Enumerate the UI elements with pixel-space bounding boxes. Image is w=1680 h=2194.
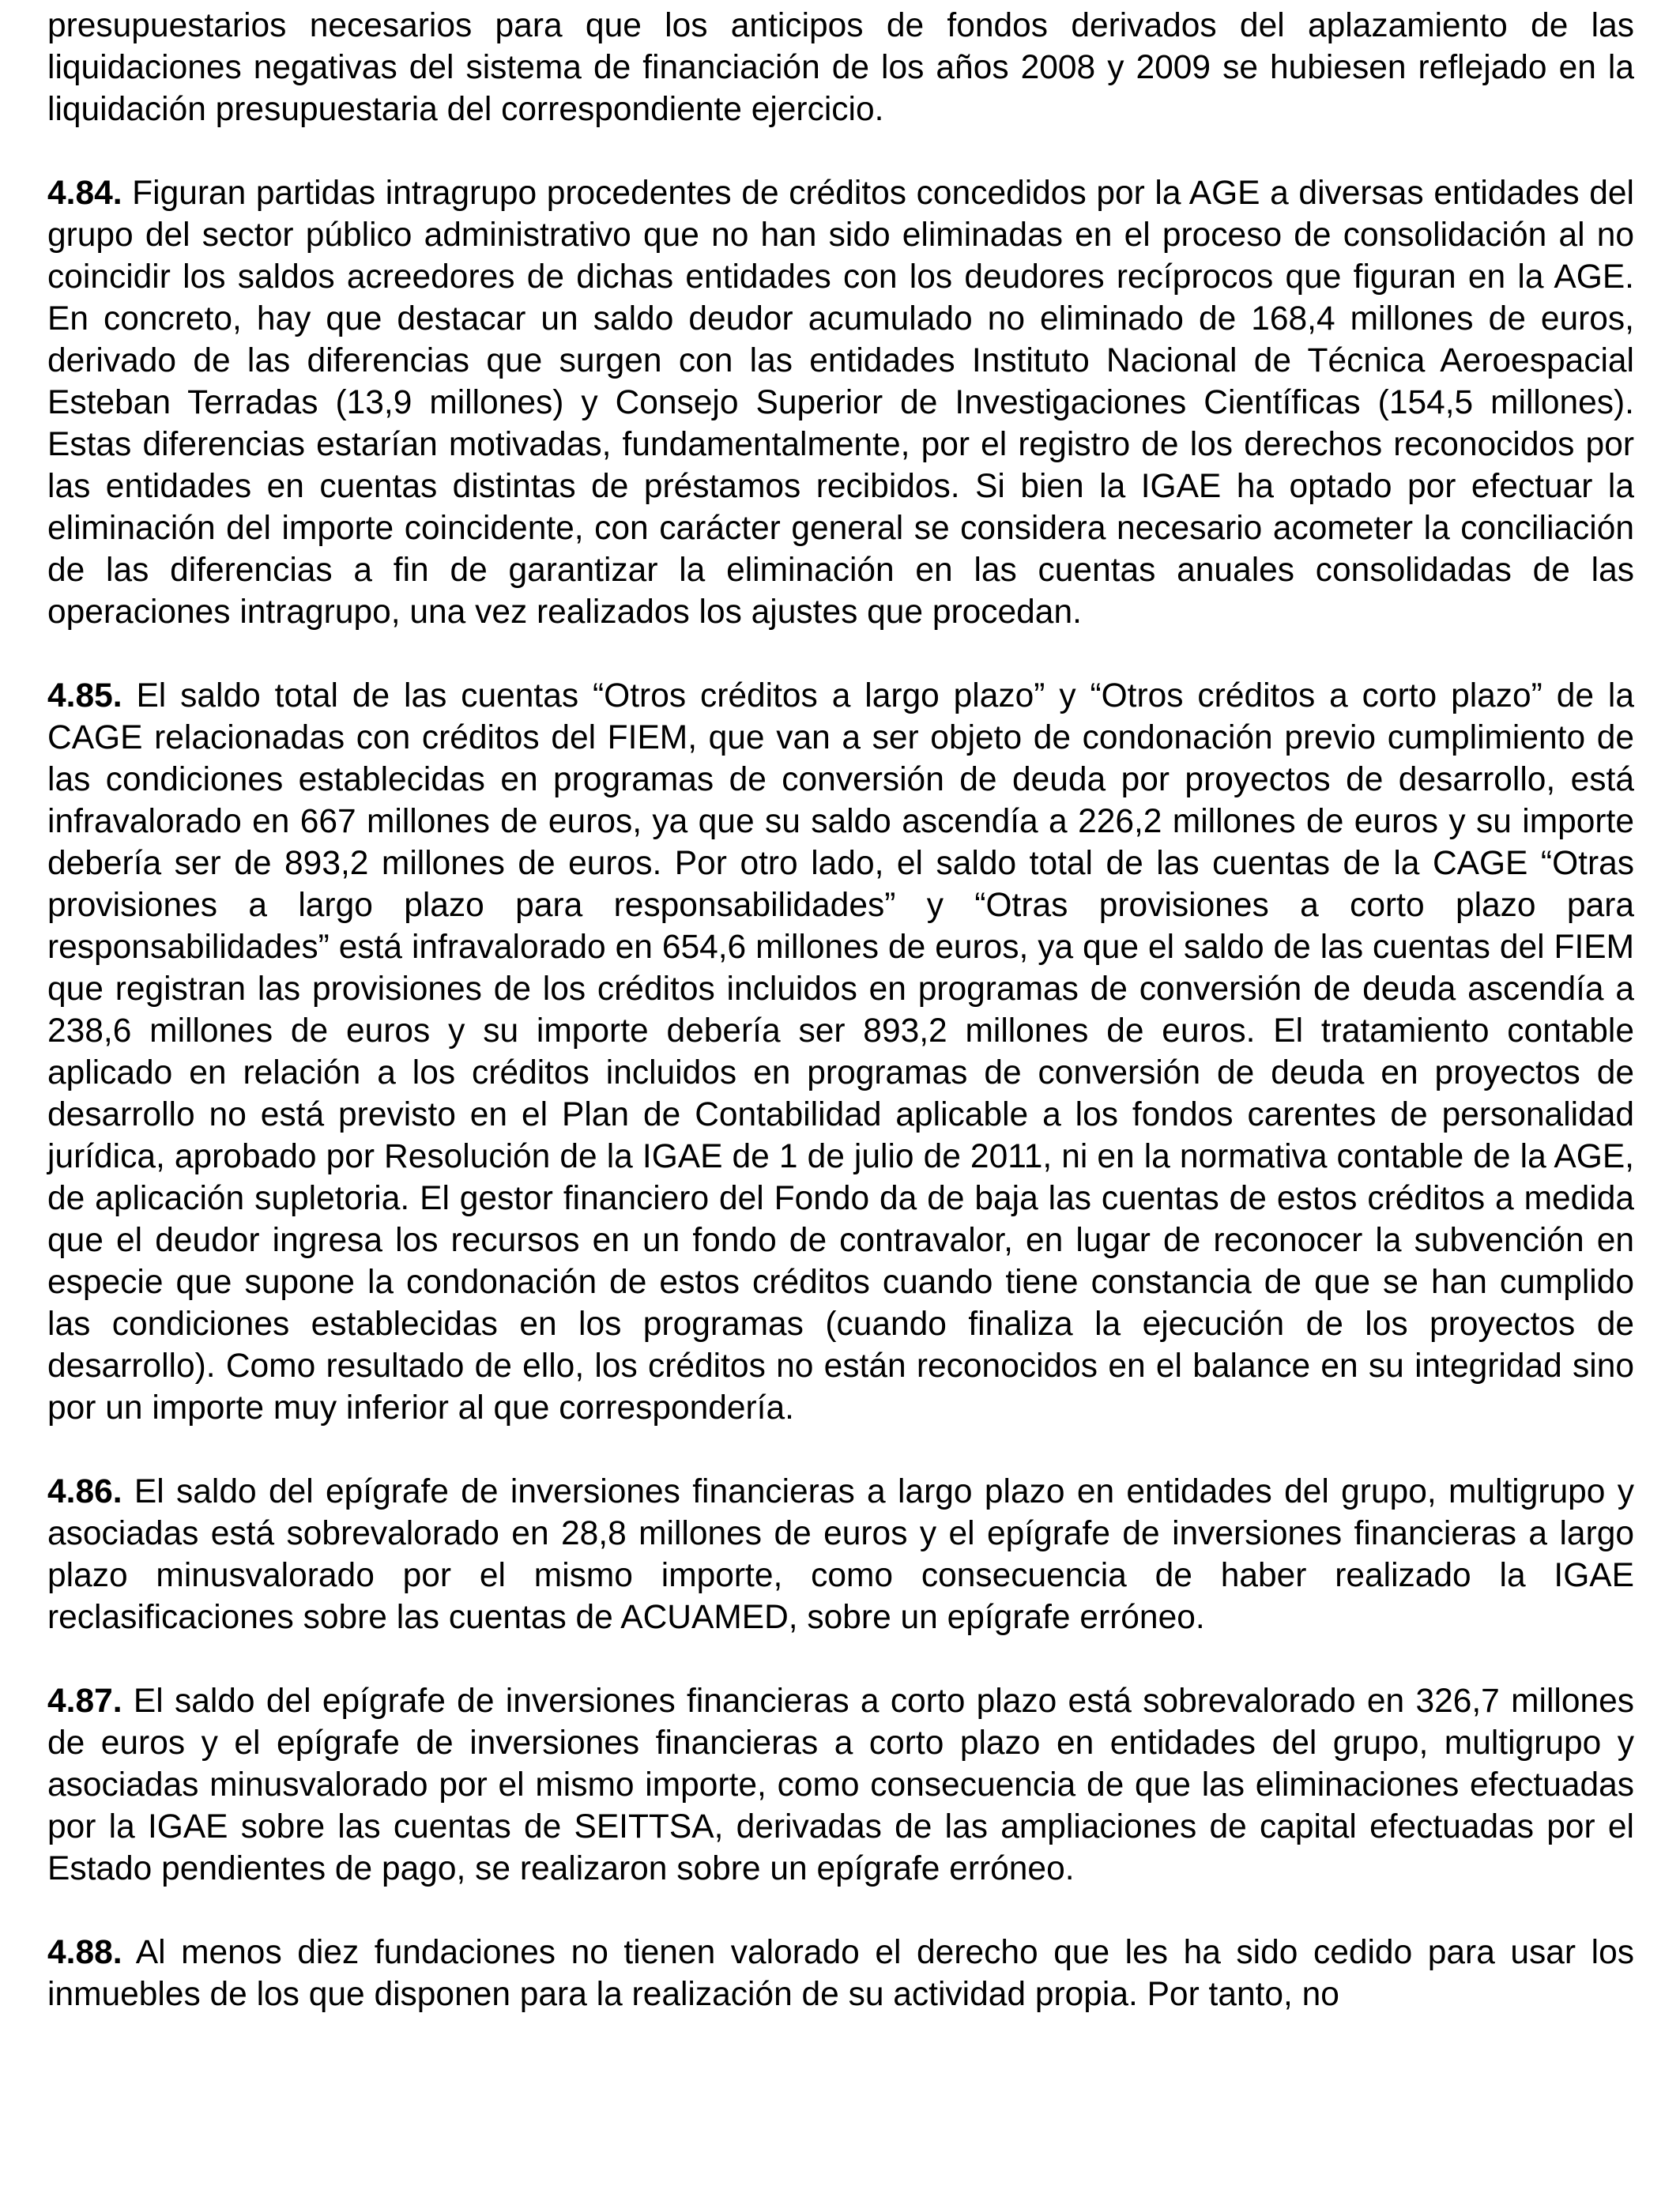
paragraph-number: 4.85. (47, 677, 122, 714)
paragraph-4-88 (47, 1932, 1634, 2015)
paragraph-4-87 (47, 1680, 1634, 1890)
paragraph-text: El saldo del epígrafe de inversiones financieras a largo plazo en entidades del grupo, multigrupo y asociadas está sobrevalorado en 28,8 millones de euros y el epígrafe de inversiones financieras a largo plazo minusvalorado por el mismo importe, como consecuencia de haber realizado la IGAE reclasificaciones sobre las cuentas de ACUAMED, sobre un epígrafe erróneo. (47, 1473, 1634, 1636)
paragraph-text: Al menos diez fundaciones no tienen valorado el derecho que les ha sido cedido para usar los inmuebles de los que disponen para la realización de su actividad propia. Por tanto, no (47, 1934, 1634, 2013)
document-page (47, 5, 1634, 2015)
paragraph-text: presupuestarios necesarios para que los anticipos de fondos derivados del aplazamiento de las liquidaciones negativas del sistema de financiación de los años 2008 y 2009 se hubiesen reflejado en la liquidación presupuestaria del correspondiente ejercicio. (47, 7, 1634, 128)
paragraph-text: Figuran partidas intragrupo procedentes de créditos concedidos por la AGE a diversas entidades del grupo del sector público administrativo que no han sido eliminadas en el proceso de consolidación al no coincidir los saldos acreedores de dichas entidades con los deudores recíprocos que figuran en la AGE. En concreto, hay que destacar un saldo deudor acumulado no eliminado de 168,4 millones de euros, derivado de las diferencias que surgen con las entidades Instituto Nacional de Técnica Aeroespacial Esteban Terradas (13,9 millones) y Consejo Superior de Investigaciones Científicas (154,5 millones). Estas diferencias estarían motivadas, fundamentalmente, por el registro de los derechos reconocidos por las entidades en cuentas distintas de préstamos recibidos. Si bien la IGAE ha optado por efectuar la eliminación del importe coincidente, con carácter general se considera necesario acometer la conciliación de las diferencias a fin de garantizar la eliminación en las cuentas anuales consolidadas de las operaciones intragrupo, una vez realizados los ajustes que procedan. (47, 175, 1634, 631)
paragraph-text: El saldo del epígrafe de inversiones financieras a corto plazo está sobrevalorado en 326,7 millones de euros y el epígrafe de inversiones financieras a corto plazo en entidades del grupo, multigrupo y asociadas minusvalorado por el mismo importe, como consecuencia de que las eliminaciones efectuadas por la IGAE sobre las cuentas de SEITTSA, derivadas de las ampliaciones de capital efectuadas por el Estado pendientes de pago, se realizaron sobre un epígrafe erróneo. (47, 1683, 1635, 1887)
paragraph-continuation (47, 5, 1634, 130)
paragraph-number: 4.86. (47, 1473, 122, 1510)
paragraph-text: El saldo total de las cuentas “Otros créditos a largo plazo” y “Otros créditos a corto plazo” de la CAGE relacionadas con créditos del FIEM, que van a ser objeto de condonación previo cumplimiento de las condiciones establecidas en programas de conversión de deuda por proyectos de desarrollo, está infravalorado en 667 millones de euros, ya que su saldo ascendía a 226,2 millones de euros y su importe debería ser de 893,2 millones de euros. Por otro lado, el saldo total de las cuentas de la CAGE “Otras provisiones a largo plazo para responsabilidades” y “Otras provisiones a corto plazo para responsabilidades” está infravalorado en 654,6 millones de euros, ya que el saldo de las cuentas del FIEM que registran las provisiones de los créditos incluidos en programas de conversión de deuda ascendía a 238,6 millones de euros y su importe debería ser 893,2 millones de euros. El tratamiento contable aplicado en relación a los créditos incluidos en programas de conversión de deuda en proyectos de desarrollo no está previsto en el Plan de Contabilidad aplicable a los fondos carentes de personalidad jurídica, aprobado por Resolución de la IGAE de 1 de julio de 2011, ni en la normativa contable de la AGE, de aplicación supletoria. El gestor financiero del Fondo da de baja las cuentas de estos créditos a medida que el deudor ingresa los recursos en un fondo de contravalor, en lugar de reconocer la subvención en especie que supone la condonación de estos créditos cuando tiene constancia de que se han cumplido las condiciones establecidas en los programas (cuando finaliza la ejecución de los proyectos de desarrollo). Como resultado de ello, los créditos no están reconocidos en el balance en su integridad sino por un importe muy inferior al que correspondería. (47, 677, 1634, 1427)
paragraph-number: 4.88. (47, 1934, 122, 1971)
paragraph-4-86 (47, 1471, 1634, 1638)
paragraph-4-84 (47, 172, 1634, 633)
paragraph-number: 4.87. (47, 1683, 122, 1720)
paragraph-number: 4.84. (47, 175, 122, 212)
paragraph-4-85 (47, 675, 1634, 1429)
